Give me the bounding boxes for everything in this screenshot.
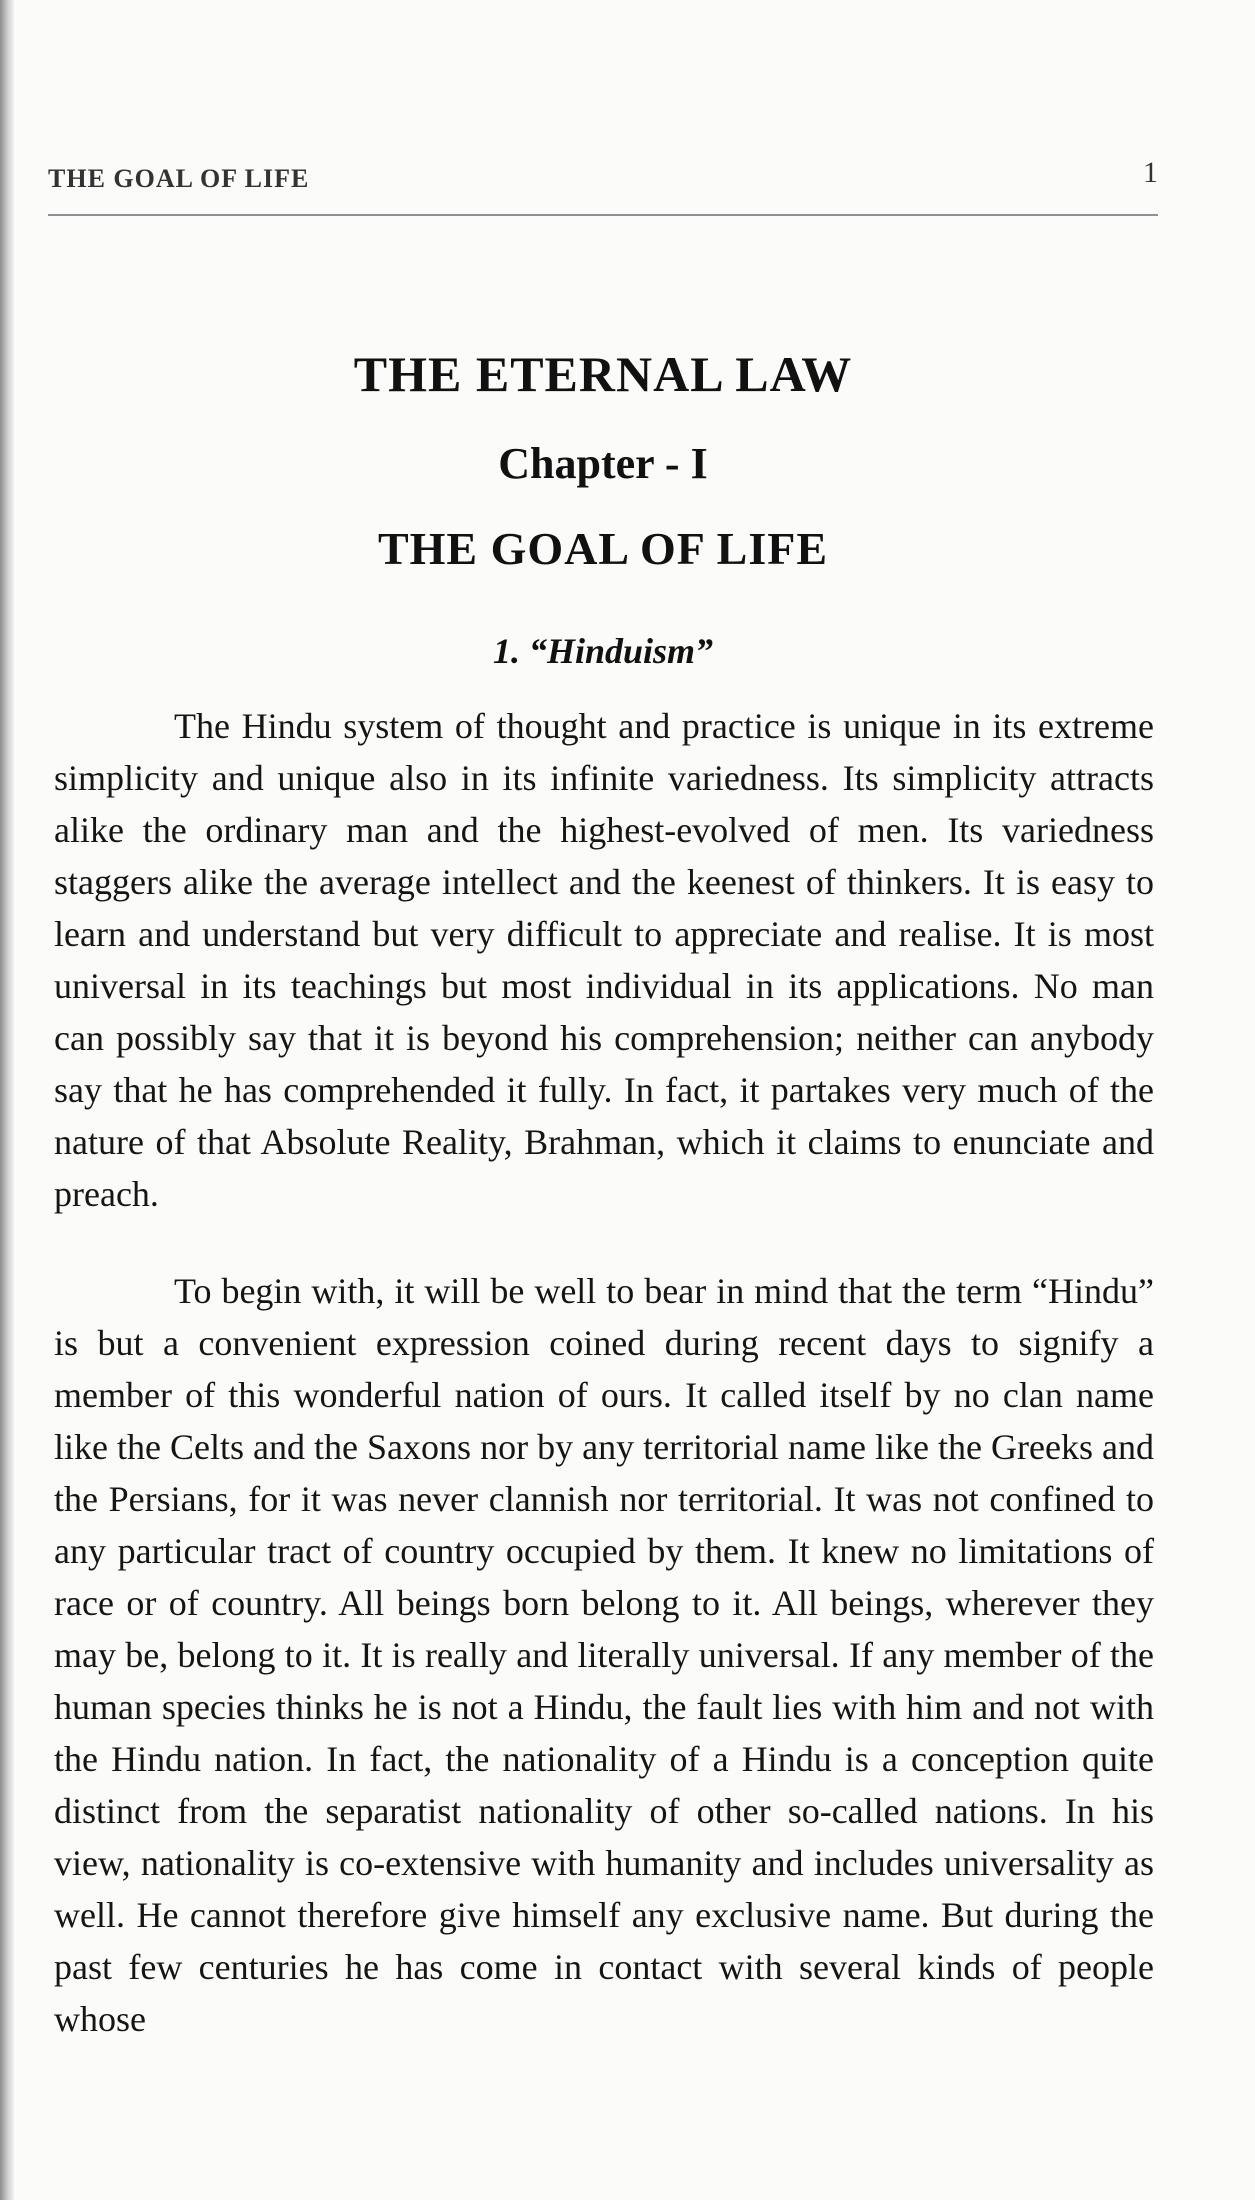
book-page	[48, 0, 1158, 2200]
book-binding-shadow	[0, 0, 14, 2200]
paragraph: The Hindu system of thought and practice is unique in its extreme simplicity and unique also in its infinite variedness. Its simplicity attracts alike the ordinary man and the highest-evolved of men. Its variedness staggers alike the average intellect and the keenest of thinkers. It is easy to learn and understand but very difficult to appreciate and realise. It is most universal in its teachings but most individual in its applications. No man can possibly say that it is beyond his comprehension; neither can anybody say that he has comprehended it fully. In fact, it partakes very much of the nature of that Absolute Reality, Brahman, which it claims to enunciate and preach.	[54, 706, 1154, 1214]
running-header	[48, 156, 1158, 216]
chapter-title: THE GOAL OF LIFE	[377, 523, 829, 574]
paragraph: To begin with, it will be well to bear in mind that the term “Hindu” is but a convenient expression coined during recent days to signify a member of this wonderful nation of ours. It called itself by no clan name like the Celts and the Saxons nor by any territorial name like the Greeks and the Persians, for it was never clannish nor territorial. It was not confined to any particular tract of country occupied by them. It knew no limitations of race or of country. All beings born belong to it. All beings, wherever they may be, belong to it. It is really and literally universal. If any member of the human species thinks he is not a Hindu, the fault lies with him and not with the Hindu nation. In fact, the nationality of a Hindu is a conception quite distinct from the separatist nationality of other so-called nations. In his view, nationality is co-extensive with humanity and includes universality as well. He cannot therefore give himself any exclusive name. But during the past few centuries he has come in contact with several kinds of people whose	[54, 1271, 1154, 2039]
chapter-label: Chapter - I	[498, 439, 708, 488]
section-title: 1. “Hinduism”	[492, 631, 714, 671]
book-title: THE ETERNAL LAW	[353, 346, 853, 402]
page-number: 1	[1143, 156, 1158, 189]
running-title: THE GOAL OF LIFE	[48, 164, 310, 193]
